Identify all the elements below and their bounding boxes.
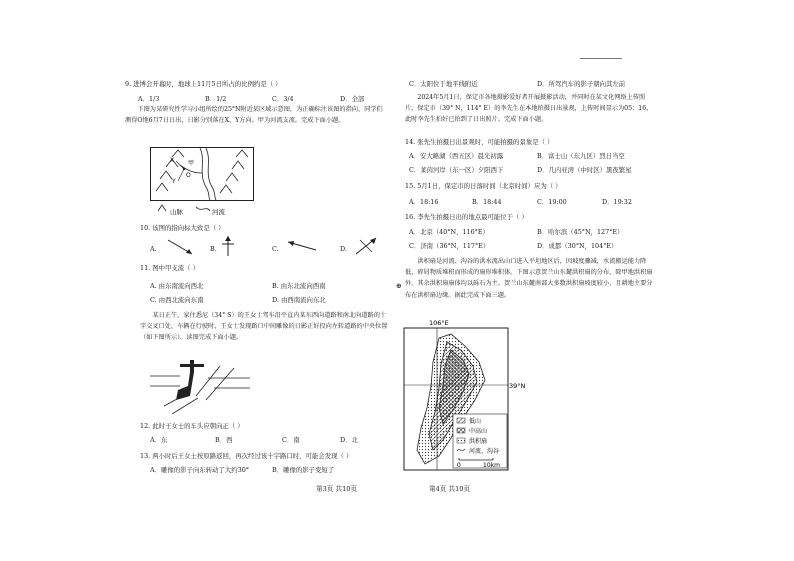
q13-option-a[interactable]: A．雕像的影子向东转动了大约30° bbox=[150, 466, 250, 474]
q9-option-c[interactable]: C．3/4 bbox=[272, 95, 294, 103]
q15-option-c[interactable]: C．19:00 bbox=[537, 198, 567, 206]
intro-2: 某日正午，家住悉尼（34° S）的王女士驾车沿平直内某东西向道路和南北向道路的十字交叉口处，车辆在行驶时，王女士发现路口中间雕像的日影正好投向左转道路的中央位置（如下图所示）。读图完成下面小题。 bbox=[140, 312, 388, 342]
q13-option-b[interactable]: B．雕像的影子变短了 bbox=[272, 466, 335, 474]
lat-label: 39°N bbox=[509, 382, 526, 390]
north-arrow-d-icon bbox=[352, 234, 380, 258]
map1-label-x: X bbox=[170, 157, 175, 164]
q9-option-a[interactable]: A．1/3 bbox=[138, 95, 160, 103]
q13-option-d[interactable]: D．所驾汽车的影子朝向其左前 bbox=[537, 80, 626, 88]
q10-option-d[interactable]: D. bbox=[340, 245, 347, 253]
high-mountain-legend-icon bbox=[457, 428, 465, 433]
q15-option-b[interactable]: B．18:44 bbox=[472, 198, 502, 206]
q15-option-a[interactable]: A．18:16 bbox=[409, 198, 439, 206]
mountain-river-map bbox=[150, 147, 254, 219]
river-legend-icon bbox=[196, 207, 210, 211]
q12-stem: 12. 此时王女士的车头应朝向正（ ） bbox=[140, 422, 244, 430]
q11-option-d[interactable]: D. 由西南流向东北 bbox=[272, 296, 326, 304]
page-4 bbox=[397, 0, 794, 561]
q12-option-c[interactable]: C．南 bbox=[282, 436, 300, 444]
fan-legend-icon bbox=[457, 438, 465, 443]
q15-option-d[interactable]: D．19:32 bbox=[602, 198, 632, 206]
q14-option-c[interactable]: C．莱茵河岸（东一区）夕阳西下 bbox=[409, 166, 504, 174]
scale-zero: 0 bbox=[457, 462, 461, 469]
q9-stem: 9. 进博会开幕时，地球上11月5日所占的比例约是（ ） bbox=[125, 80, 282, 88]
q15-stem: 15. 5月1日，保定市的日落时间（北京时间）应为（ ） bbox=[405, 182, 562, 190]
q16-option-a[interactable]: A．北京（40°N，116°E） bbox=[409, 228, 489, 236]
legend-high-mountain: 中高山 bbox=[469, 428, 488, 435]
q12-option-a[interactable]: A．东 bbox=[150, 436, 168, 444]
q14-option-a[interactable]: A．安大略湖（西五区）晨光初露 bbox=[409, 152, 504, 160]
legend-low-mountain: 低山 bbox=[469, 418, 482, 425]
q11-option-c[interactable]: C. 由西北流向东南 bbox=[150, 296, 204, 304]
q14-option-b[interactable]: B．富士山（东九区）烈日当空 bbox=[537, 152, 625, 160]
q10-stem: 10. 该图的指向标大致是（ ） bbox=[140, 224, 225, 232]
q9-option-d[interactable]: D．全部 bbox=[340, 95, 365, 103]
q16-option-c[interactable]: C．济南（36°N，117°E） bbox=[409, 242, 490, 250]
legend-fan: 洪积扇 bbox=[469, 438, 488, 445]
intro-4: 洪积扇是河流、沟谷的洪水流出山口进入平坦地区后，因坡度骤减，水流搬运能力降低，碎屑物质堆积而形成的扇形堆积体。下图示意贺兰山东麓洪积扇的分布，除甲地洪积扇外，其余洪积扇扇体均以砾石为主。贺兰山东麓南部大多数洪积扇坡度较小，且耕地主要分布在洪积扇边缘。据此完成下面三题。 bbox=[405, 258, 653, 299]
intersection-figure bbox=[150, 356, 250, 414]
q16-option-b[interactable]: B．哈尔滨（45°N，127°E） bbox=[537, 228, 624, 236]
mountain-legend-icon bbox=[158, 205, 166, 211]
page-4-footer: 第4页 共10页 bbox=[429, 485, 471, 493]
page-3-footer: 第3页 共10页 bbox=[316, 485, 358, 493]
map1-label-o: O bbox=[186, 172, 191, 179]
scale-unit: 10km bbox=[483, 462, 500, 469]
q13-stem: 13. 两小时后王女士按原路返回，再次经过该十字路口时，可能会发现（ ） bbox=[140, 452, 353, 460]
map1-label-y: Y bbox=[172, 178, 176, 185]
q14-option-d[interactable]: D．几内亚湾（中时区）黑夜繁星 bbox=[537, 166, 632, 174]
q13-option-c[interactable]: C．太阳位于地平线附近 bbox=[409, 80, 478, 88]
north-arrow-a-icon bbox=[164, 236, 196, 258]
legend-river-valley: 河流、沟谷 bbox=[469, 448, 500, 455]
map1-label-jia: 甲 bbox=[188, 160, 195, 167]
q12-option-b[interactable]: B．西 bbox=[215, 436, 233, 444]
intro-3: 2024年5月1日，保定市各地摄影爱好者开展摄影活动，并同时在某文化网络上传照片，保定市（39° N，114° E）的李先生在本地拍摄日出景观，上传时间显示为05：16，此时李先生拍好已拍到了日出照片。完成下面小题。 bbox=[405, 94, 653, 124]
legend-river-label: 河流 bbox=[212, 208, 225, 216]
q10-option-c[interactable]: C. bbox=[272, 245, 279, 253]
lon-label: 106°E bbox=[429, 319, 449, 327]
legend-mountain-label: 山脉 bbox=[170, 208, 183, 216]
q9-option-b[interactable]: B．1/2 bbox=[205, 95, 227, 103]
intro-1: 下图为某研究性学习小组所绘的25°N附近某区域示意图，为正确标注该图的指向，同学们测得O地6月7日日出，日影分别落在X、Y方向。甲为河流支流。完成下面小题。 bbox=[125, 106, 383, 125]
q16-option-d[interactable]: D．成都（30°N，104°E） bbox=[537, 242, 618, 250]
q16-stem: 16. 李先生拍摄日出的地点最可能位于（ ） bbox=[405, 213, 528, 221]
statue-icon bbox=[180, 360, 204, 372]
fold-mark-icon: ⊕ bbox=[396, 282, 402, 290]
q11-option-b[interactable]: B. 由东北流向西南 bbox=[272, 282, 326, 290]
q12-option-d[interactable]: D．北 bbox=[340, 436, 358, 444]
q11-option-a[interactable]: A. 由东南流向西北 bbox=[150, 282, 204, 290]
q14-stem: 14. 张先生拍摄日出景观时，可能拍摄的景象是（ ） bbox=[405, 138, 554, 146]
low-mountain-legend-icon bbox=[457, 418, 465, 423]
north-arrow-c-icon bbox=[286, 236, 318, 256]
q10-option-a[interactable]: A. bbox=[150, 245, 157, 253]
q11-stem: 11. 图中甲支流（ ） bbox=[140, 264, 199, 272]
q10-option-b[interactable]: B. bbox=[210, 245, 217, 253]
alluvial-fan-map bbox=[403, 316, 529, 472]
north-arrow-b-icon bbox=[218, 234, 240, 258]
